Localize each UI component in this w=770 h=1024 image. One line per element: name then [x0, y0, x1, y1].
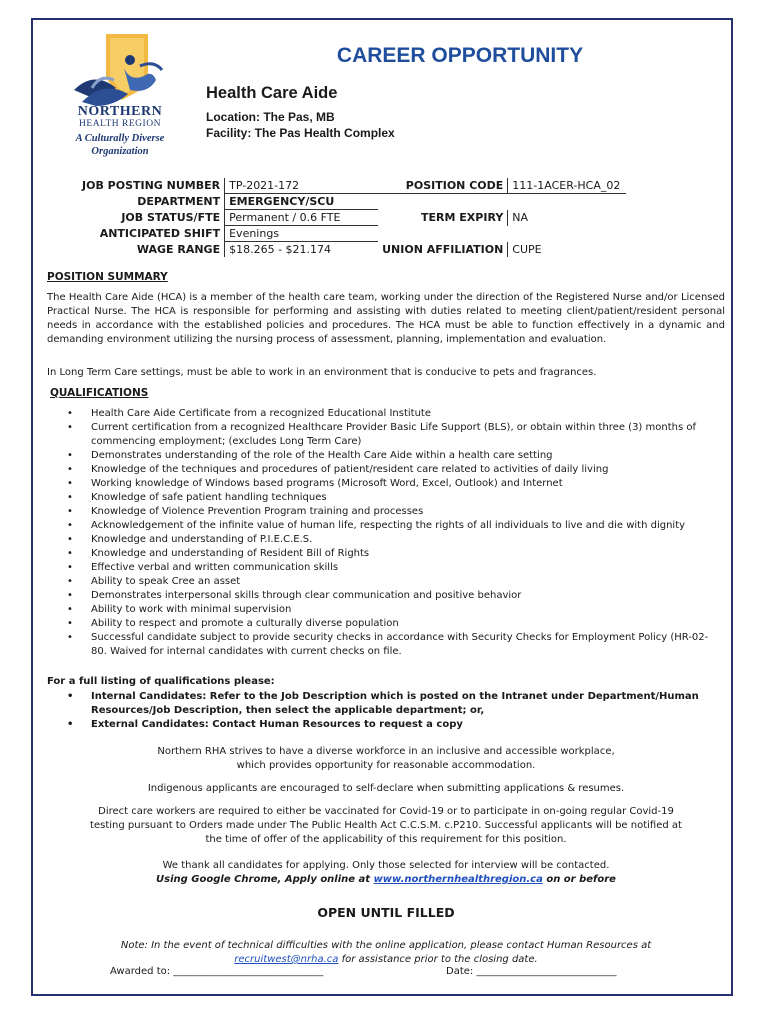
logo-tagline-2: Organization [91, 146, 149, 157]
diversity-statement [47, 745, 725, 773]
job-status-label: JOB STATUS/FTE [121, 211, 221, 224]
open-until-filled: OPEN UNTIL FILLED [317, 905, 455, 920]
technical-note [47, 939, 725, 967]
logo-name-line1: NORTHERN [77, 104, 163, 119]
location: Location: The Pas, MB [206, 110, 335, 124]
position-code: 111-1ACER-HCA_02 [508, 178, 627, 194]
wage-label: WAGE RANGE [136, 242, 221, 256]
covid-line-1: Direct care workers are required to either be vaccinated for Covid-19 or to participate in on-going regular Covid-19 [98, 806, 674, 817]
union: CUPE [508, 242, 627, 258]
department-label: DEPARTMENT [137, 195, 221, 208]
logo-tagline [46, 132, 194, 158]
job-posting-number-label: JOB POSTING NUMBER [82, 179, 221, 193]
list-item: • Knowledge of safe patient handling techniques [47, 491, 717, 505]
thanks-statement: We thank all candidates for applying. Only those selected for interview will be contacted. [162, 860, 610, 871]
list-item: • Demonstrates interpersonal skills through clear communication and positive behavior [47, 589, 717, 603]
job-title: Health Care Aide [206, 84, 338, 102]
website-link[interactable]: www.northernhealthregion.ca [373, 874, 543, 885]
diversity-line-2: which provides opportunity for reasonable accommodation. [236, 760, 536, 771]
list-item: • Current certification from a recognized Healthcare Provider Basic Life Support (BLS), or obtain within three (3) months of commencing employment; (excludes Long Term Care) [47, 421, 717, 449]
qualifications-heading: QUALIFICATIONS [50, 387, 149, 399]
position-code-label: POSITION CODE [378, 178, 508, 194]
page-title: CAREER OPPORTUNITY [336, 44, 584, 67]
position-summary-heading: POSITION SUMMARY [47, 271, 168, 283]
job-status: Permanent / 0.6 FTE [225, 210, 379, 226]
list-item: • Working knowledge of Windows based programs (Microsoft Word, Excel, Outlook) and Internet [47, 477, 717, 491]
diversity-line-1: Northern RHA strives to have a diverse workforce in an inclusive and accessible workplace, [157, 746, 615, 757]
list-item: • Ability to speak Cree an asset [47, 575, 717, 589]
wage: $18.265 - $21.174 [225, 242, 379, 258]
apply-suffix: on or before [542, 874, 616, 885]
shift: Evenings [225, 226, 379, 242]
logo-tagline-1: A Culturally Diverse [75, 133, 165, 144]
list-item: • Health Care Aide Certificate from a recognized Educational Institute [47, 407, 717, 421]
apply-line [47, 873, 725, 887]
list-item: • Ability to work with minimal supervision [47, 603, 717, 617]
note-line-2-text: for assistance prior to the closing date. [338, 954, 538, 965]
term-expiry-label: TERM EXPIRY [421, 211, 504, 224]
email-link[interactable]: recruitwest@nrha.ca [234, 954, 339, 965]
long-term-care-note: In Long Term Care settings, must be able to work in an environment that is conducive to pets and fragrances. [47, 367, 597, 378]
list-item: • Internal Candidates: Refer to the Job Description which is posted on the Intranet under Department/Human Resources/Job Description, then select the applicable department; or, [47, 690, 717, 718]
list-item: • Effective verbal and written communication skills [47, 561, 717, 575]
job-info-table [78, 178, 626, 257]
apply-prefix: Using Google Chrome, Apply online at [156, 874, 374, 885]
covid-line-2: testing pursuant to Orders made under The Public Health Act C.C.S.M. c.P210. Successful applicants will be notified at [90, 820, 682, 831]
list-item: • Successful candidate subject to provide security checks in accordance with Security Checks for Employment Policy (HR-02-80. Waived for internal candidates with current checks on file. [47, 631, 717, 659]
awarded-to-field: Awarded to: ______________________________ [110, 966, 324, 977]
indigenous-statement: Indigenous applicants are encouraged to self-declare when submitting applications & resumes. [147, 783, 625, 794]
job-posting-number: TP-2021-172 [225, 178, 379, 194]
union-label: UNION AFFILIATION [382, 242, 504, 256]
term-expiry: NA [508, 210, 627, 226]
date-field: Date: ____________________________ [446, 966, 617, 977]
facility: Facility: The Pas Health Complex [206, 126, 395, 140]
list-item: • Acknowledgement of the infinite value of human life, respecting the rights of all individuals to live and die with dignity [47, 519, 717, 533]
list-item: • Ability to respect and promote a culturally diverse population [47, 617, 717, 631]
covid-statement [47, 805, 725, 847]
list-item: • Knowledge of Violence Prevention Program training and processes [47, 505, 717, 519]
department: EMERGENCY/SCU [225, 194, 379, 210]
position-summary-text: The Health Care Aide (HCA) is a member of the health care team, working under the direction of the Registered Nurse and/or Licensed Practical Nurse. The HCA is responsible for performing and assisting with duties related to meeting client/patient/resident personal needs in accordance with the established policies and procedures. The HCA must be able to function effectively in a dynamic and demanding environment utilizing the nursing process of assessment, planning, implementation and evaluation. [47, 292, 725, 345]
shift-label: ANTICIPATED SHIFT [99, 227, 221, 240]
full-listing-list [47, 690, 717, 732]
note-line-2 [47, 953, 725, 967]
list-item: • External Candidates: Contact Human Resources to request a copy [47, 718, 717, 732]
logo-name-line2: HEALTH REGION [79, 119, 161, 129]
list-item: • Knowledge and understanding of P.I.E.C.E.S. [47, 533, 717, 547]
covid-line-3: the time of offer of the applicability of this requirement for this position. [205, 834, 567, 845]
full-listing-label: For a full listing of qualifications please: [47, 676, 275, 687]
list-item: • Knowledge of the techniques and procedures of patient/resident care related to activities of daily living [47, 463, 717, 477]
qualifications-list [47, 407, 717, 659]
list-item: • Knowledge and understanding of Resident Bill of Rights [47, 547, 717, 561]
note-line-1: Note: In the event of technical difficulties with the online application, please contact Human Resources at [120, 940, 652, 951]
list-item: • Demonstrates understanding of the role of the Health Care Aide within a health care setting [47, 449, 717, 463]
